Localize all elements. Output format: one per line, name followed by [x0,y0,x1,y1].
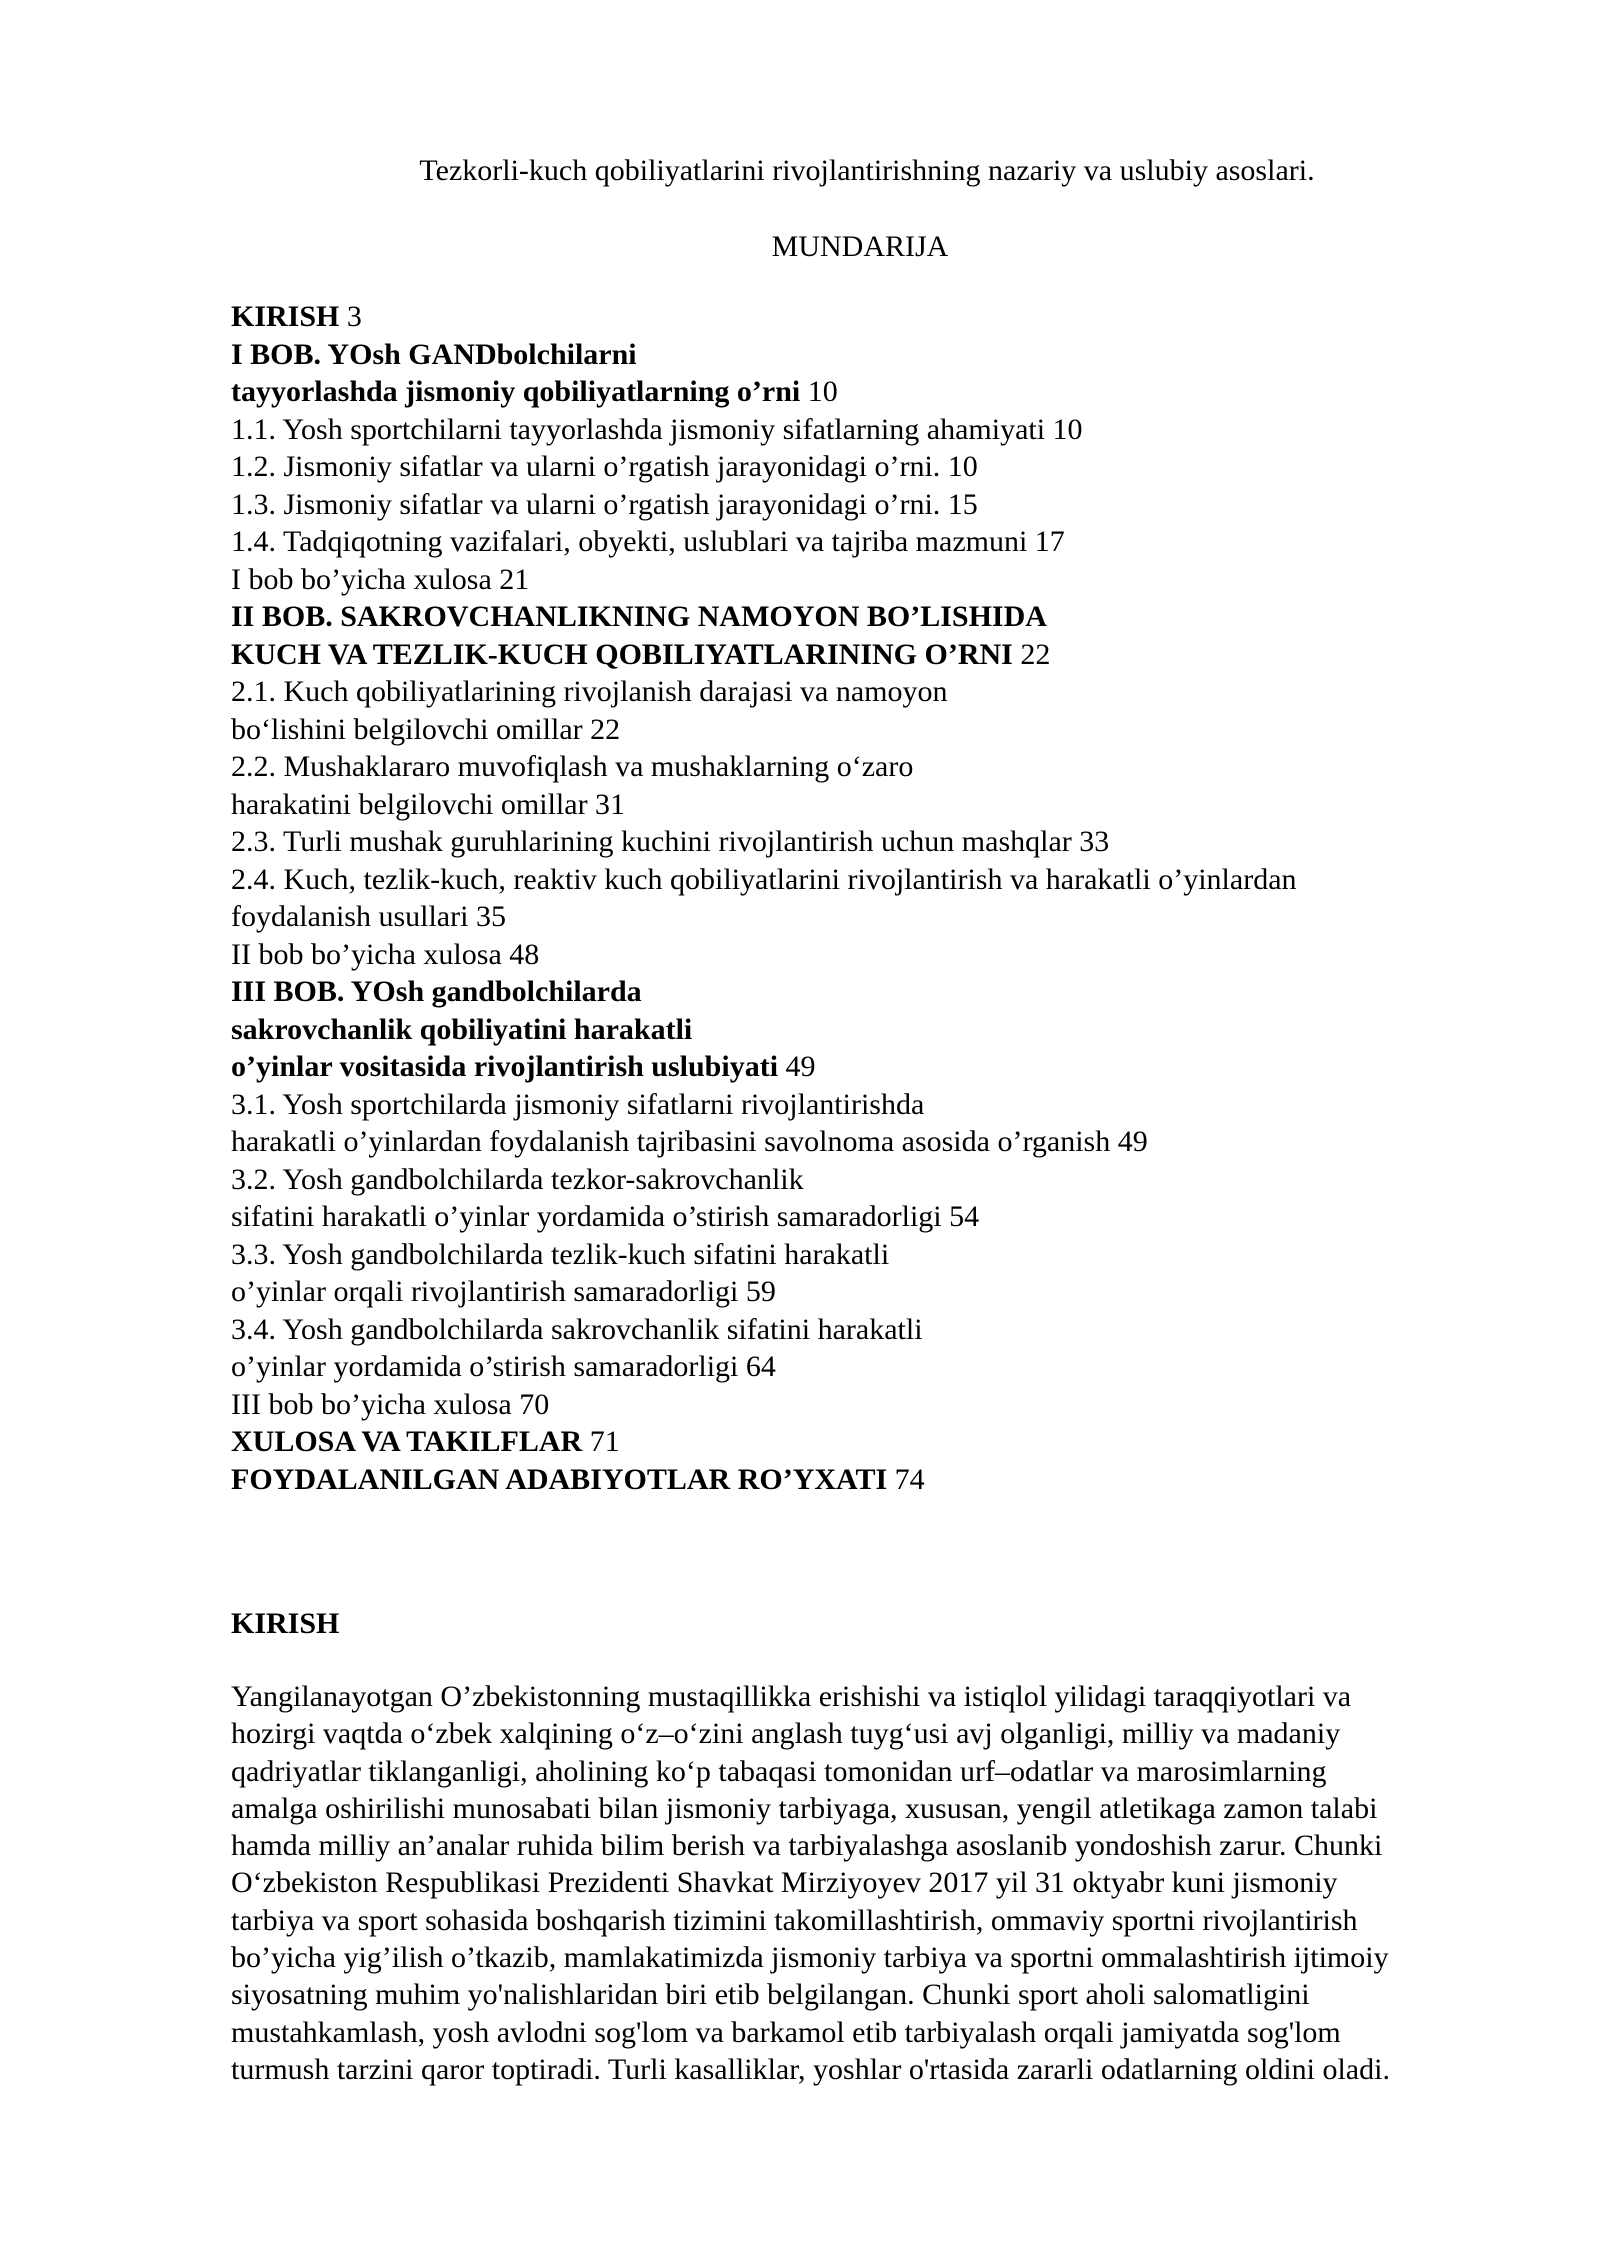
toc-entry [231,1161,1491,1199]
toc-entry [231,823,1491,861]
toc-entry-bold: sakrovchanlik qobiliyatini harakatli [231,1012,693,1046]
toc-entry-text: 3 [339,300,362,333]
toc-entry [231,936,1491,974]
toc-entry [231,711,1491,749]
paragraph-line: bo’yicha yig’ilish o’tkazib, mamlakatimizda jismoniy tarbiya va sportni ommalashtirish ijtimoiy [231,1941,1389,1975]
toc-entry [231,1273,1491,1311]
toc-entry-text: 2.1. Kuch qobiliyatlarining rivojlanish darajasi va namoyon [231,675,948,708]
toc-entry-bold: KUCH VA TEZLIK-KUCH QOBILIYATLARINING O’RNI [231,637,1013,671]
section-heading: KIRISH [231,1607,340,1640]
toc-entry [231,1461,1491,1499]
toc-entry-text: 10 [800,375,838,408]
toc-entry [231,1048,1491,1086]
toc-entry [231,336,1491,374]
toc-entry-text: 1.3. Jismoniy sifatlar va ularni o’rgatish jarayonidagi o’rni. 15 [231,487,978,521]
toc-entry-text: III bob bo’yicha xulosa 70 [231,1387,550,1421]
paragraph-line: hamda milliy an’analar ruhida bilim berish va tarbiyalashga asoslanib yondoshish zarur. Chunki [231,1829,1383,1863]
toc-entry-text: 3.4. Yosh gandbolchilarda sakrovchanlik sifatini harakatli [231,1312,923,1346]
paragraph-line: tarbiya va sport sohasida boshqarish tizimini takomillashtirish, ommaviy sportni rivojlantirish [231,1903,1358,1937]
toc-entry [231,1311,1491,1349]
toc-entry-text: 74 [887,1462,925,1496]
paragraph-line: amalga oshirilishi munosabati bilan jismoniy tarbiyaga, xususan, yengil atletikaga zamon talabi [231,1791,1378,1825]
toc-entry-text: 2.3. Turli mushak guruhlarining kuchini rivojlantirish uchun mashqlar 33 [231,825,1110,858]
toc-entry-bold: XULOSA VA TAKILFLAR [231,1425,583,1458]
toc-entry-text: 22 [1012,637,1051,671]
toc-entry [231,448,1491,486]
toc-entry [231,673,1491,711]
toc-entry [231,1423,1491,1461]
paragraph-line: mustahkamlash, yosh avlodni sog'lom va barkamol etib tarbiyalash orqali jamiyatda sog'lom [231,2015,1341,2049]
toc-entry-text: o’yinlar yordamida o’stirish samaradorligi 64 [231,1350,776,1383]
table-of-contents [231,298,1491,1498]
toc-entry-text: 2.4. Kuch, tezlik-kuch, reaktiv kuch qobiliyatlarini rivojlantirish va harakatli o’yinlardan [231,862,1297,896]
toc-entry [231,861,1491,899]
toc-entry-bold: tayyorlashda jismoniy qobiliyatlarning o’rni [231,375,801,408]
toc-entry [231,898,1491,936]
toc-entry-text: foydalanish usullari 35 [231,900,506,933]
toc-entry [231,1123,1491,1161]
toc-entry [231,1236,1491,1274]
toc-entry-text: o’yinlar orqali rivojlantirish samaradorligi 59 [231,1275,776,1308]
toc-entry [231,1198,1491,1236]
toc-entry-text: sifatini harakatli o’yinlar yordamida o’stirish samaradorligi 54 [231,1200,980,1233]
paragraph-line: siyosatning muhim yo'nalishlaridan biri etib belgilangan. Chunki sport aholi salomatligini [231,1978,1310,2012]
toc-entry [231,523,1491,561]
toc-entry-bold: FOYDALANILGAN ADABIYOTLAR RO’YXATI [231,1462,888,1496]
body-paragraph [231,1678,1491,2088]
toc-entry [231,298,1491,336]
toc-entry-bold: I BOB. YOsh GANDbolchilarni [231,337,637,371]
toc-entry-text: harakatini belgilovchi omillar 31 [231,787,626,821]
paragraph-line: hozirgi vaqtda o‘zbek xalqining o‘z–o‘zini anglash tuyg‘usi avj olganligi, milliy va madaniy [231,1717,1341,1751]
document-title: Tezkorli-kuch qobiliyatlarini rivojlantirishning nazariy va uslubiy asoslari. [419,154,1315,187]
toc-entry-text: 3.2. Yosh gandbolchilarda tezkor-sakrovchanlik [231,1162,804,1196]
toc-entry [231,561,1491,599]
paragraph-line: Yangilanayotgan O’zbekistonning mustaqillikka erishishi va istiqlol yilidagi taraqqiyotlari va [231,1680,1352,1713]
toc-entry-text: I bob bo’yicha xulosa 21 [231,562,530,596]
toc-entry [231,373,1491,411]
paragraph-line: O‘zbekiston Respublikasi Prezidenti Shavkat Mirziyoyev 2017 yil 31 oktyabr kuni jismoniy [231,1866,1338,1900]
toc-entry [231,411,1491,449]
toc-heading: MUNDARIJA [771,230,949,263]
toc-entry-text: bo‘lishini belgilovchi omillar 22 [231,712,621,746]
toc-entry-text: 49 [778,1050,816,1083]
toc-entry-bold: III BOB. YOsh gandbolchilarda [231,975,642,1008]
toc-entry [231,786,1491,824]
toc-entry-text: 71 [582,1425,620,1458]
paragraph-line: turmush tarzini qaror toptiradi. Turli kasalliklar, yoshlar o'rtasida zararli odatlarning oldini oladi. [231,2052,1390,2086]
toc-entry-text: 3.3. Yosh gandbolchilarda tezlik-kuch sifatini harakatli [231,1237,890,1271]
toc-entry-bold: o’yinlar vositasida rivojlantirish uslubiyati [231,1050,779,1083]
toc-entry-text: 3.1. Yosh sportchilarda jismoniy sifatlarni rivojlantirishda [231,1087,925,1121]
toc-entry [231,748,1491,786]
toc-entry-bold: KIRISH [231,300,340,333]
paragraph-line: qadriyatlar tiklanganligi, aholining ko‘p tabaqasi tomonidan urf–odatlar va marosimlarning [231,1754,1327,1788]
toc-entry [231,1348,1491,1386]
toc-entry [231,1011,1491,1049]
toc-entry-text: 1.1. Yosh sportchilarni tayyorlashda jismoniy sifatlarning ahamiyati 10 [231,412,1083,446]
toc-entry-text: 2.2. Mushaklararo muvofiqlash va mushaklarning o‘zaro [231,750,914,783]
toc-entry-bold: II BOB. SAKROVCHANLIKNING NAMOYON BO’LISHIDA [231,600,1047,633]
toc-entry-text: II bob bo’yicha xulosa 48 [231,937,540,971]
toc-entry [231,1086,1491,1124]
toc-entry [231,973,1491,1011]
toc-entry-text: 1.2. Jismoniy sifatlar va ularni o’rgatish jarayonidagi o’rni. 10 [231,450,978,483]
toc-entry [231,486,1491,524]
toc-entry-text: 1.4. Tadqiqotning vazifalari, obyekti, uslublari va tajriba mazmuni 17 [231,525,1065,558]
toc-entry [231,598,1491,636]
toc-entry [231,1386,1491,1424]
toc-entry-text: harakatli o’yinlardan foydalanish tajribasini savolnoma asosida o’rganish 49 [231,1125,1148,1158]
toc-entry [231,636,1491,674]
